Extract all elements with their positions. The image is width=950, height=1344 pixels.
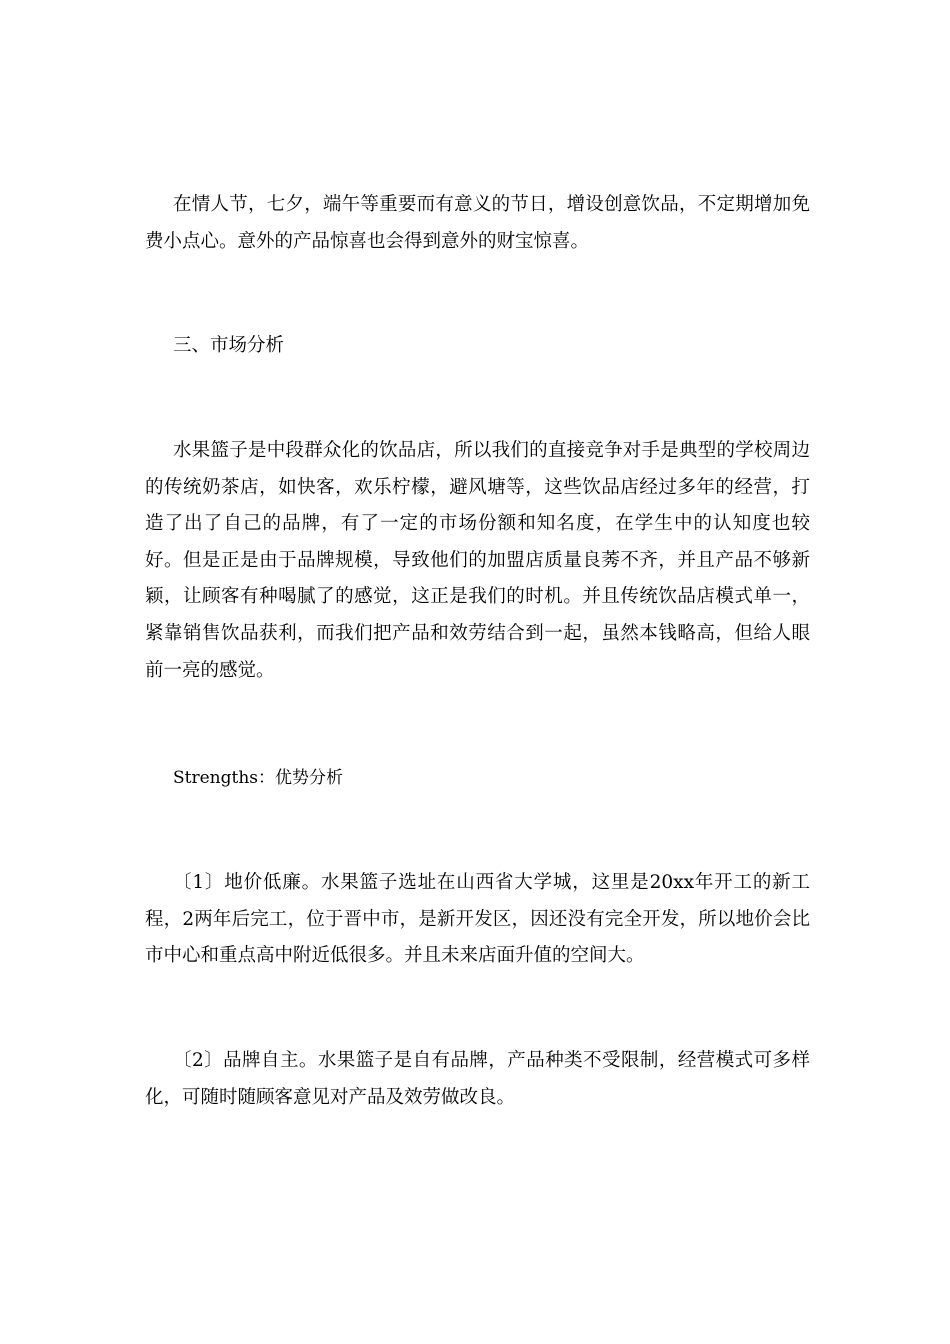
paragraph-market-analysis: 水果篮子是中段群众化的饮品店，所以我们的直接竞争对手是典型的学校周边的传统奶茶店，如快客，欢乐柠檬，避风塘等，这些饮品店经过多年的经营，打造了出了自己的品牌，有了一定的市场份额和知名度，在学生中的认知度也较好。但是正是由于品牌规模，导致他们的加盟店质量良莠不齐，并且产品不够新颖，让顾客有种喝腻了的感觉，这正是我们的时机。并且传统饮品店模式单一，紧靠销售饮品获利，而我们把产品和效劳结合到一起，虽然本钱略高，但给人眼前一亮的感觉。 [145, 440, 810, 681]
paragraph-strength-2: 〔2〕品牌自主。水果篮子是自有品牌，产品种类不受限制，经营模式可多样化，可随时随顾客意见对产品及效劳做改良。 [145, 1050, 810, 1108]
paragraph-strength-1: 〔1〕地价低廉。水果篮子选址在山西省大学城，这里是20xx年开工的新工程，2两年后完工，位于晋中市，是新开发区，因还没有完全开发，所以地价会比市中心和重点高中附近低很多。并且未来店面升值的空间大。 [145, 872, 810, 967]
section-heading-market-analysis: 三、市场分析 [173, 335, 285, 356]
section-heading-strengths: Strengths：优势分析 [173, 768, 343, 788]
paragraph-holiday: 在情人节，七夕，端午等重要而有意义的节日，增设创意饮品，不定期增加免费小点心。意外的产品惊喜也会得到意外的财宝惊喜。 [145, 194, 810, 252]
